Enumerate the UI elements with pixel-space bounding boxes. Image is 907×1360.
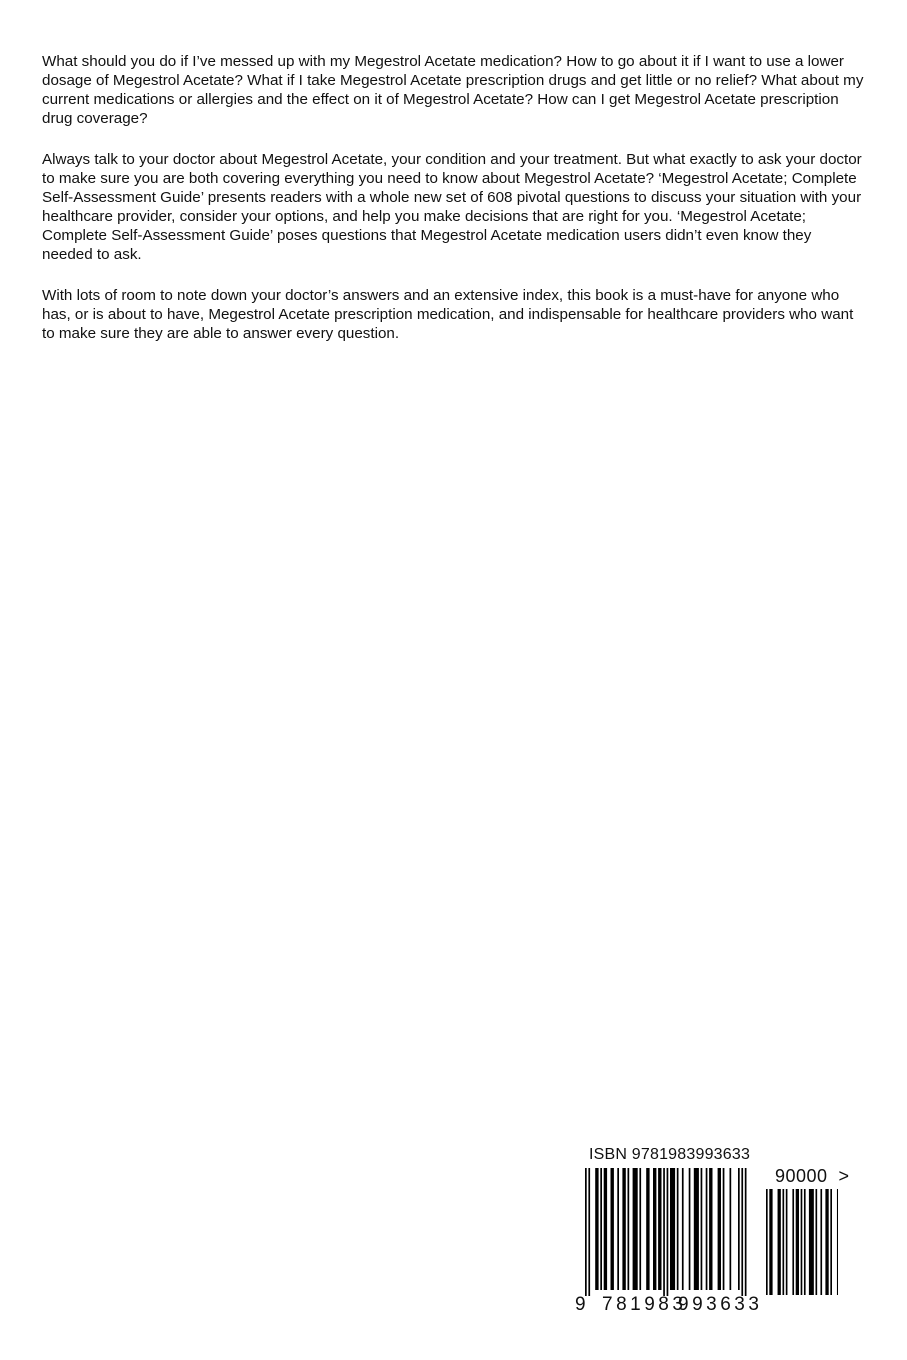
barcode-bar xyxy=(658,1168,661,1290)
barcode-bar xyxy=(677,1168,679,1290)
barcode-bar xyxy=(825,1189,828,1295)
barcode-bar xyxy=(595,1168,598,1290)
barcode-bar xyxy=(741,1168,743,1296)
barcode-bar xyxy=(585,1168,587,1296)
back-cover-blurb xyxy=(42,52,864,365)
barcode-bar xyxy=(801,1189,803,1295)
barcode-bar xyxy=(617,1168,619,1290)
barcode-bar xyxy=(783,1189,785,1295)
barcode-digits-right: 993633 xyxy=(678,1294,763,1315)
barcode-bar xyxy=(600,1168,602,1290)
barcode-bar xyxy=(804,1189,806,1295)
barcode-bar xyxy=(604,1168,607,1290)
barcode-bar xyxy=(628,1168,630,1290)
barcode-bar xyxy=(837,1189,838,1295)
barcode-bar xyxy=(830,1189,832,1295)
barcode-bar xyxy=(653,1168,656,1290)
blurb-paragraph: What should you do if I’ve messed up with my Megestrol Acetate medication? How to go about it if I want to use a lower dosage of Megestrol Acetate? What if I take Megestrol Acetate prescription drugs and get little or no relief? What about my current medications or allergies and the effect on it of Megestrol Acetate? How can I get Megestrol Acetate prescription drug coverage? xyxy=(42,53,864,127)
barcode-bar xyxy=(745,1168,747,1296)
barcode-bar xyxy=(766,1189,768,1295)
barcode-bar xyxy=(796,1189,799,1295)
barcode-bar xyxy=(786,1189,788,1295)
barcode-bar xyxy=(633,1168,638,1290)
barcode-bar xyxy=(723,1168,725,1290)
barcode-bar xyxy=(769,1189,772,1295)
isbn-label: ISBN 9781983993633 xyxy=(589,1146,751,1163)
barcode-bar xyxy=(588,1168,590,1296)
barcode-bar xyxy=(622,1168,625,1290)
addon-bars xyxy=(766,1189,838,1295)
barcode-bar xyxy=(816,1189,818,1295)
barcode-bar xyxy=(689,1168,691,1290)
barcode-bar xyxy=(670,1168,675,1290)
barcode-bar xyxy=(667,1168,669,1296)
barcode-bar xyxy=(778,1189,781,1295)
blurb-paragraph: With lots of room to note down your doctor’s answers and an extensive index, this book is a must-have for anyone who has, or is about to have, Megestrol Acetate prescription medication, and indispensable for healthcare providers who want to make sure they are able to answer every question. xyxy=(42,287,854,342)
barcode-bar xyxy=(639,1168,641,1290)
barcode-bar xyxy=(682,1168,684,1290)
barcode-digit-first: 9 xyxy=(575,1294,586,1315)
barcode-bar xyxy=(792,1189,794,1295)
price-code: 90000 > xyxy=(775,1166,850,1186)
barcode-bar xyxy=(611,1168,614,1290)
barcode-bar xyxy=(820,1189,822,1295)
barcode-bar xyxy=(809,1189,814,1295)
barcode-bar xyxy=(694,1168,699,1290)
barcode-bar xyxy=(646,1168,649,1290)
barcode-bar xyxy=(730,1168,732,1290)
barcode-bar xyxy=(718,1168,721,1290)
barcode-bar xyxy=(701,1168,703,1290)
barcode-bar xyxy=(663,1168,665,1296)
barcode-digits-left: 781983 xyxy=(602,1294,687,1315)
barcode-bar xyxy=(738,1168,740,1290)
barcode-bar xyxy=(706,1168,708,1290)
ean13-bars xyxy=(585,1168,757,1296)
isbn-barcode xyxy=(575,1146,875,1326)
barcode-bar xyxy=(709,1168,712,1290)
blurb-paragraph: Always talk to your doctor about Megestrol Acetate, your condition and your treatment. But what exactly to ask your doctor to make sure you are both covering everything you need to know about Megestrol Acetate? ‘Megestrol Acetate; Complete Self-Assessment Guide’ presents readers with a whole new set of 608 pivotal questions to discuss your situation with your healthcare provider, consider your options, and help you make decisions that are right for you. ‘Megestrol Acetate; Complete Self-Assessment Guide’ poses questions that Megestrol Acetate medication users didn’t even know they needed to ask. xyxy=(42,151,862,263)
